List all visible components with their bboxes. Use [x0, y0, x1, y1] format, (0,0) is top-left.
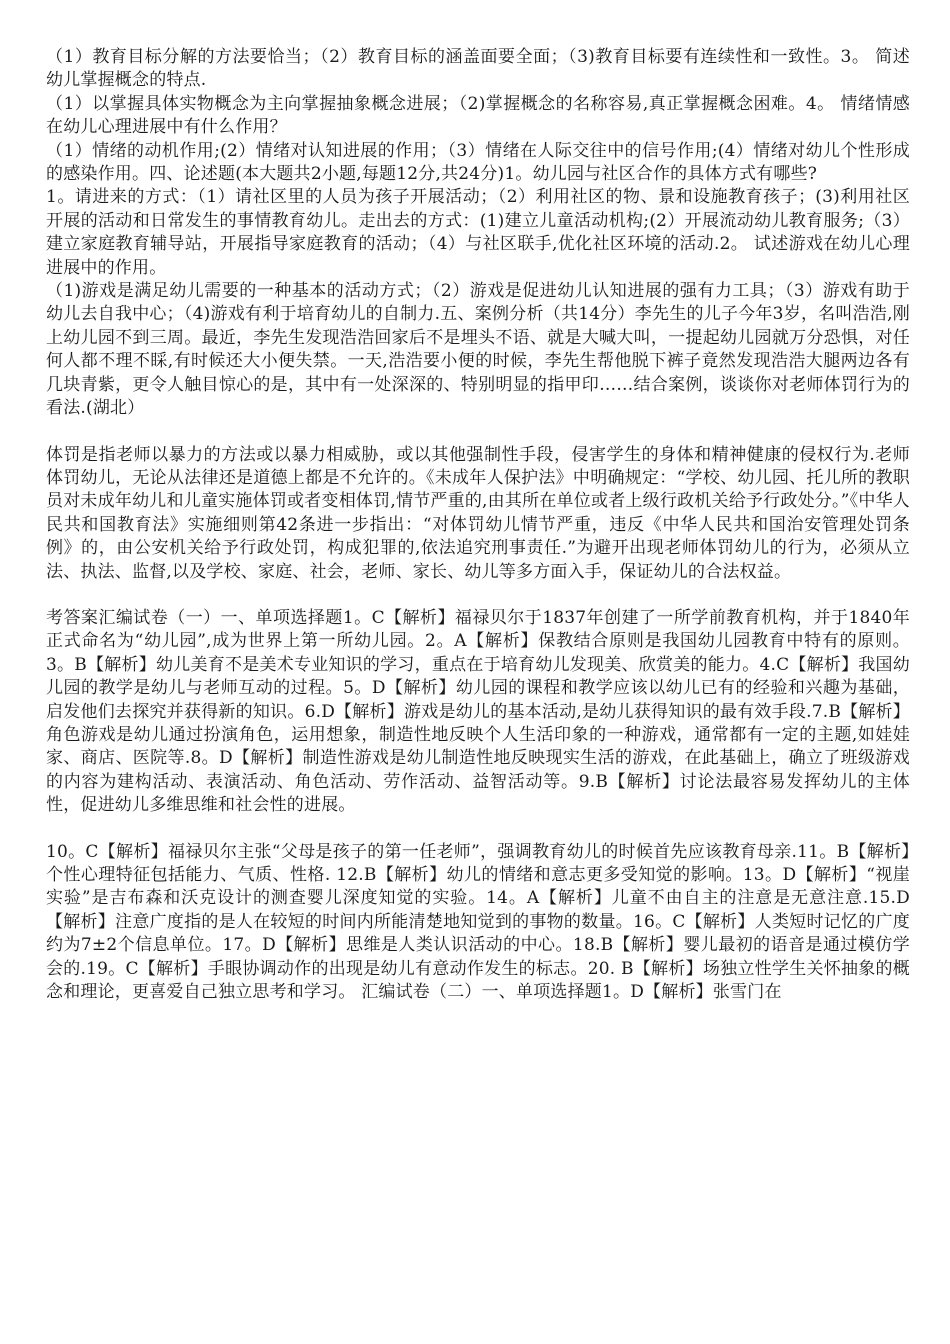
document-body	[46, 46, 910, 1004]
paragraph-emotion-role: （1）情绪的动机作用;(2）情绪对认知进展的作用；（3）情绪在人际交往中的信号作用;(4）情绪对幼儿个性形成的感染作用。四、论述题(本大题共2小题,每题12分,共24分)1。幼儿园与社区合作的具体方式有哪些?	[46, 140, 910, 185]
paragraph-spacer	[46, 584, 910, 607]
paragraph-community-cooperation: 1。请进来的方式：（1）请社区里的人员为孩子开展活动；（2）利用社区的物、景和设施教育孩子；(3)利用社区开展的活动和日常发生的事情教育幼儿。走出去的方式：(1)建立儿童活动机构;(2）开展流动幼儿教育服务;（3）建立家庭教育辅导站，开展指导家庭教育的活动；（4）与社区联手,优化社区环境的活动.2。 试述游戏在幼儿心理进展中的作用。	[46, 187, 910, 278]
paragraph-answer-key-two: 10。C【解析】福禄贝尔主张“父母是孩子的第一任老师”，强调教育幼儿的时候首先应该教育母亲.11。B【解析】个性心理特征包括能力、气质、性格. 12.B【解析】幼儿的情绪和意志更多受知觉的影响。13。D【解析】“视崖实验”是吉布森和沃克设计的测查婴儿深度知觉的实验。14。A【解析】儿童不由自主的注意是无意注意.15.D【解析】注意广度指的是人在较短的时间内所能清楚地知觉到的事物的数量。16。C【解析】人类短时记忆的广度约为7±2个信息单位。17。D【解析】思维是人类认识活动的中心。18.B【解析】婴儿最初的语音是通过模仿学会的.19。C【解析】手眼协调动作的出现是幼儿有意动作发生的标志。20. B【解析】场独立性学生关怀抽象的概念和理论，更喜爱自己独立思考和学习。 汇编试卷（二）一、单项选择题1。D【解析】张雪门在	[46, 841, 910, 1003]
paragraph-spacer	[46, 421, 910, 444]
paragraph-concept-mastery: （1）以掌握具体实物概念为主向掌握抽象概念进展；（2)掌握概念的名称容易,真正掌握概念困难。4。 情绪情感在幼儿心理进展中有什么作用？	[46, 93, 910, 138]
paragraph-corporal-punishment: 体罚是指老师以暴力的方法或以暴力相威胁，或以其他强制性手段，侵害学生的身体和精神健康的侵权行为.老师体罚幼儿，无论从法律还是道德上都是不允许的。《未成年人保护法》中明确规定：“学校、幼儿园、托儿所的教职员对未成年幼儿和儿童实施体罚或者变相体罚,情节严重的,由其所在单位或者上级行政机关给予行政处分。”《中华人民共和国教育法》实施细则第42条进一步指出：“对体罚幼儿情节严重，违反《中华人民共和国治安管理处罚条例》的，由公安机关给予行政处罚，构成犯罪的,依法追究刑事责任.”为避开出现老师体罚幼儿的行为，必须从立法、执法、监督,以及学校、家庭、社会，老师、家长、幼儿等多方面入手，保证幼儿的合法权益。	[46, 444, 910, 582]
paragraph-spacer	[46, 818, 910, 841]
paragraph-play-and-case: （1)游戏是满足幼儿需要的一种基本的活动方式；（2）游戏是促进幼儿认知进展的强有力工具；（3）游戏有助于幼儿去自我中心；（4)游戏有利于培育幼儿的自制力.五、案例分析（共14分）李先生的儿子今年3岁，名叫浩浩,刚上幼儿园不到三周。最近，李先生发现浩浩回家后不是埋头不语、就是大喊大叫，一提起幼儿园就万分恐惧，对任何人都不理不睬,有时候还大小便失禁。一天,浩浩要小便的时候，李先生帮他脱下裤子竟然发现浩浩大腿两边各有几块青紫，更令人触目惊心的是，其中有一处深深的、特别明显的指甲印……结合案例，谈谈你对老师体罚行为的看法.(湖北）	[46, 281, 910, 419]
paragraph-answer-key-one: 考答案汇编试卷（一）一、单项选择题1。C【解析】福禄贝尔于1837年创建了一所学前教育机构，并于1840年正式命名为“幼儿园”,成为世界上第一所幼儿园。2。A【解析】保教结合原则是我国幼儿园教育中特有的原则。3。B【解析】幼儿美育不是美术专业知识的学习，重点在于培育幼儿发现美、欣赏美的能力。4.C【解析】我国幼儿园的教学是幼儿与老师互动的过程。5。D【解析】幼儿园的课程和教学应该以幼儿已有的经验和兴趣为基础，启发他们去探究并获得新的知识。6.D【解析】游戏是幼儿的基本活动,是幼儿获得知识的最有效手段.7.B【解析】角色游戏是幼儿通过扮演角色，运用想象，制造性地反映个人生活印象的一种游戏，通常都有一定的主题,如娃娃家、商店、医院等.8。D【解析】制造性游戏是幼儿制造性地反映现实生活的游戏，在此基础上，确立了班级游戏的内容为建构活动、表演活动、角色活动、劳作活动、益智活动等。9.B【解析】讨论法最容易发挥幼儿的主体性，促进幼儿多维思维和社会性的进展。	[46, 607, 910, 816]
paragraph-goals-decomposition: （1）教育目标分解的方法要恰当；（2）教育目标的涵盖面要全面；（3)教育目标要有连续性和一致性。3。 简述幼儿掌握概念的特点.	[46, 47, 910, 91]
